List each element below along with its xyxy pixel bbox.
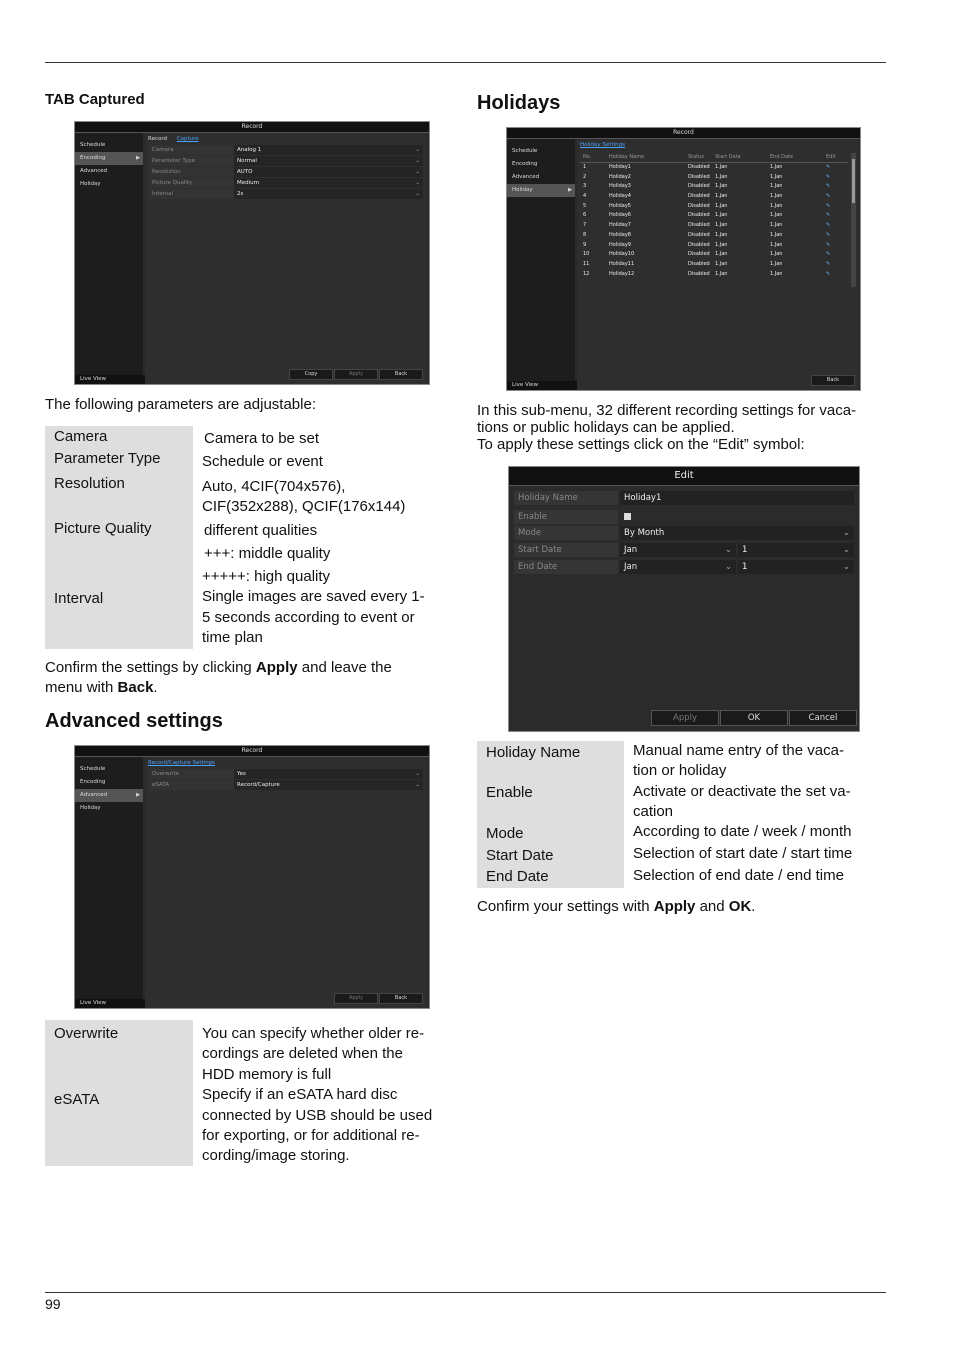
sidebar-item-holiday[interactable]: Holiday xyxy=(80,181,101,187)
table-cell: Holiday8 xyxy=(609,231,631,238)
field-start-date[interactable]: Start Date Jan ⌄ 1 ⌄ xyxy=(514,543,854,557)
param-value: +++: middle quality xyxy=(204,545,331,562)
holiday-table-body xyxy=(580,163,848,279)
field-resolution[interactable]: Resolution AUTO ⌄ xyxy=(149,167,423,177)
table-cell: 1.Jan xyxy=(770,212,783,219)
chevron-right-icon: ▶ xyxy=(568,187,572,193)
param-value: cording/image storing. xyxy=(202,1147,350,1164)
dvr-main xyxy=(145,757,427,1008)
table-cell: 1 xyxy=(583,164,587,170)
table-cell: 11 xyxy=(583,260,590,267)
sidebar-item-encoding[interactable]: Encoding xyxy=(80,779,106,785)
edit-pencil-icon[interactable]: ✎ xyxy=(826,202,831,209)
tab-record[interactable]: Record xyxy=(148,136,168,142)
dvr-title: Record xyxy=(507,128,860,139)
param-value: According to date / week / month xyxy=(633,823,852,840)
live-view-button[interactable]: Live View xyxy=(75,999,148,1008)
table-cell: Holiday11 xyxy=(609,260,635,267)
table-cell: Holiday4 xyxy=(609,193,631,200)
param-value: Selection of start date / start time xyxy=(633,845,853,862)
table-cell: Holiday12 xyxy=(609,270,635,277)
table-cell: 1.Jan xyxy=(715,222,728,229)
table-cell: Holiday5 xyxy=(609,202,631,209)
table-cell: Holiday1 xyxy=(609,164,631,170)
table-row[interactable] xyxy=(580,173,848,183)
table-cell: 1.Jan xyxy=(770,260,783,267)
sidebar-item-advanced[interactable]: Advanced xyxy=(80,168,108,174)
holiday-confirm-text: Confirm your settings with Apply and OK. xyxy=(477,898,756,915)
sidebar-item-encoding[interactable]: Encoding ▶ xyxy=(75,152,143,165)
param-key: eSATA xyxy=(54,1091,100,1108)
table-row[interactable] xyxy=(580,163,848,173)
chevron-down-icon: ⌄ xyxy=(724,545,732,555)
dvr-sidebar xyxy=(75,133,143,384)
table-cell: 1.Jan xyxy=(770,241,783,248)
table-cell: 1.Jan xyxy=(770,183,783,190)
param-value: Camera to be set xyxy=(204,430,320,447)
dvr-sidebar xyxy=(75,757,143,1008)
field-mode[interactable]: Mode By Month ⌄ xyxy=(514,526,854,540)
table-cell: 5 xyxy=(583,202,587,209)
param-key: Interval xyxy=(54,590,104,607)
holidays-heading: Holidays xyxy=(477,92,561,114)
tab-capture[interactable]: Capture xyxy=(176,136,199,142)
sidebar-item-advanced[interactable]: Advanced ▶ xyxy=(75,789,143,802)
chevron-down-icon: ⌄ xyxy=(415,180,420,186)
table-cell: Disabled xyxy=(688,260,710,267)
table-cell: Holiday6 xyxy=(609,212,631,219)
param-key: Parameter Type xyxy=(54,450,161,467)
edit-pencil-icon[interactable]: ✎ xyxy=(826,212,831,219)
chevron-down-icon: ⌄ xyxy=(415,169,420,175)
chevron-down-icon: ⌄ xyxy=(415,147,420,153)
table-cell: 1.Jan xyxy=(715,164,728,170)
sidebar-item-schedule[interactable]: Schedule xyxy=(512,148,538,154)
tab-captured-heading: TAB Captured xyxy=(45,91,145,108)
param-key: Resolution xyxy=(54,475,125,492)
table-row[interactable] xyxy=(580,250,848,260)
holiday-table-scrollbar[interactable] xyxy=(851,153,856,287)
top-rule xyxy=(45,62,886,63)
table-cell: 9 xyxy=(583,241,587,248)
table-cell: 1.Jan xyxy=(770,222,783,229)
table-cell: Disabled xyxy=(688,231,710,238)
param-value: 5 seconds according to event or xyxy=(202,609,415,626)
table-cell: Holiday2 xyxy=(609,173,631,180)
tab-record-capture-settings[interactable]: Record/Capture Settings xyxy=(148,760,216,766)
param-value: Auto, 4CIF(704x576), xyxy=(202,478,346,495)
table-cell: 7 xyxy=(583,222,587,229)
param-key: End Date xyxy=(486,868,549,885)
edit-title: Edit xyxy=(509,467,859,486)
sidebar-item-encoding[interactable]: Encoding xyxy=(512,161,538,167)
table-cell: 1.Jan xyxy=(715,270,728,277)
param-value: Selection of end date / end time xyxy=(633,867,844,884)
edit-pencil-icon[interactable]: ✎ xyxy=(826,193,831,200)
table-cell: Holiday9 xyxy=(609,241,631,248)
param-value: different qualities xyxy=(204,522,318,539)
holiday-table xyxy=(580,153,848,279)
table-cell: 1.Jan xyxy=(715,231,728,238)
back-button[interactable]: Back xyxy=(379,993,423,1004)
table-cell: 1.Jan xyxy=(770,251,783,258)
table-cell: 1.Jan xyxy=(770,193,783,200)
table-row[interactable] xyxy=(580,192,848,202)
table-cell: 1.Jan xyxy=(770,202,783,209)
table-cell: 1.Jan xyxy=(715,173,728,180)
chevron-down-icon: ⌄ xyxy=(415,191,420,197)
param-value: cation xyxy=(633,803,674,820)
chevron-down-icon: ⌄ xyxy=(415,158,420,164)
sidebar-item-schedule[interactable]: Schedule xyxy=(80,766,106,772)
field-esata[interactable]: eSATA Record/Capture ⌄ xyxy=(149,780,423,790)
field-camera[interactable]: Camera Analog 1 ⌄ xyxy=(149,145,423,155)
table-row[interactable] xyxy=(580,202,848,212)
table-cell: Disabled xyxy=(688,270,710,277)
parameter-table-holiday xyxy=(477,741,886,888)
sidebar-item-schedule[interactable]: Schedule xyxy=(80,142,106,148)
chevron-right-icon: ▶ xyxy=(136,792,140,798)
edit-pencil-icon[interactable]: ✎ xyxy=(826,183,831,190)
dvr-main xyxy=(145,133,427,384)
chevron-down-icon: ⌄ xyxy=(724,562,732,572)
param-key: Picture Quality xyxy=(54,520,152,537)
table-cell: Disabled xyxy=(688,212,710,219)
live-view-button[interactable]: Live View xyxy=(507,381,580,390)
dvr-sidebar xyxy=(507,139,575,390)
sidebar-item-advanced[interactable]: Advanced xyxy=(512,174,540,180)
edit-pencil-icon[interactable]: ✎ xyxy=(826,231,831,238)
table-cell: Disabled xyxy=(688,193,710,200)
table-cell: Disabled xyxy=(688,164,710,170)
apply-button[interactable]: Apply xyxy=(334,993,378,1004)
param-value: Manual name entry of the vaca- xyxy=(633,742,844,759)
page-number: 99 xyxy=(45,1296,61,1312)
holiday-settings-screenshot xyxy=(506,127,861,391)
edit-pencil-icon[interactable]: ✎ xyxy=(826,222,831,229)
dvr-main xyxy=(577,139,858,390)
sidebar-item-holiday[interactable]: Holiday ▶ xyxy=(507,184,575,197)
back-button[interactable]: Back xyxy=(379,369,423,380)
edit-pencil-icon[interactable]: ✎ xyxy=(826,164,831,170)
enable-checkbox[interactable] xyxy=(624,513,631,520)
param-key: Overwrite xyxy=(54,1025,119,1042)
table-cell: Holiday7 xyxy=(609,222,631,229)
table-cell: Disabled xyxy=(688,251,710,258)
sidebar-item-holiday[interactable]: Holiday xyxy=(80,805,101,811)
table-row[interactable] xyxy=(580,221,848,231)
apply-button[interactable]: Apply xyxy=(334,369,378,380)
table-row[interactable] xyxy=(580,231,848,241)
table-cell: 1.Jan xyxy=(715,212,728,219)
edit-dialog-screenshot xyxy=(508,466,860,732)
advanced-settings-heading: Advanced settings xyxy=(45,710,223,732)
table-cell: 1.Jan xyxy=(715,202,728,209)
table-row[interactable] xyxy=(580,241,848,251)
table-cell: 12 xyxy=(583,270,590,277)
param-value: time plan xyxy=(202,629,263,646)
apply-button[interactable]: Apply xyxy=(651,710,719,726)
field-parameter-type[interactable]: Parameter Type Normal ⌄ xyxy=(149,156,423,166)
field-interval[interactable]: Interval 2s ⌄ xyxy=(149,189,423,199)
param-key: Holiday Name xyxy=(486,744,581,761)
table-cell: 1.Jan xyxy=(715,251,728,258)
table-row[interactable] xyxy=(580,270,848,280)
table-cell: 10 xyxy=(583,251,590,258)
param-value: tion or holiday xyxy=(633,762,727,779)
chevron-down-icon: ⌄ xyxy=(842,562,850,572)
parameter-table-captured xyxy=(45,426,455,649)
field-enable[interactable]: Enable xyxy=(514,510,854,524)
holidays-intro: In this sub-menu, 32 different recording settings for vaca- tions or public holidays can be applied. To apply these settings click on the “Edit” symbol: xyxy=(477,402,857,453)
dvr-tabs xyxy=(145,757,427,769)
param-value: Specify if an eSATA hard disc xyxy=(202,1086,398,1103)
field-end-date[interactable]: End Date Jan ⌄ 1 ⌄ xyxy=(514,560,854,574)
edit-pencil-icon[interactable]: ✎ xyxy=(826,241,831,248)
param-key: Enable xyxy=(486,784,533,801)
field-holiday-name[interactable]: Holiday Name Holiday1 xyxy=(514,491,854,505)
dvr-tabs xyxy=(145,133,427,145)
param-value: CIF(352x288), QCIF(176x144) xyxy=(202,498,406,515)
dvr-title: Record xyxy=(75,746,429,757)
param-value: cordings are deleted when the xyxy=(202,1045,403,1062)
table-cell: 1.Jan xyxy=(715,260,728,267)
param-key: Camera xyxy=(54,428,108,445)
param-value: HDD memory is full xyxy=(202,1066,332,1083)
table-cell: Disabled xyxy=(688,222,710,229)
table-cell: Disabled xyxy=(688,241,710,248)
scrollbar-thumb[interactable] xyxy=(852,159,855,203)
table-cell: 1.Jan xyxy=(715,183,728,190)
table-cell: 1.Jan xyxy=(770,270,783,277)
edit-pencil-icon[interactable]: ✎ xyxy=(826,260,831,267)
table-cell: 1.Jan xyxy=(715,241,728,248)
copy-button[interactable]: Copy xyxy=(289,369,333,380)
confirm-text: Confirm the settings by clicking Apply and leave the menu with Back. xyxy=(45,659,392,696)
param-value: Single images are saved every 1- xyxy=(202,588,425,605)
edit-pencil-icon[interactable]: ✎ xyxy=(826,173,831,180)
holiday-name-input[interactable]: Holiday1 xyxy=(620,491,854,505)
parameter-table-advanced xyxy=(45,1020,455,1166)
dvr-tabs xyxy=(577,139,858,151)
bottom-rule xyxy=(45,1292,886,1293)
param-value: Activate or deactivate the set va- xyxy=(633,783,851,800)
param-value: You can specify whether older re- xyxy=(202,1025,425,1042)
field-picture-quality[interactable]: Picture Quality Medium ⌄ xyxy=(149,178,423,188)
field-overwrite[interactable]: Overwrite Yes ⌄ xyxy=(149,769,423,779)
param-value: +++++: high quality xyxy=(202,568,331,585)
param-value: connected by USB should be used xyxy=(202,1107,433,1124)
advanced-settings-screenshot xyxy=(74,745,430,1009)
record-capture-screenshot xyxy=(74,121,430,385)
ok-button[interactable]: OK xyxy=(720,710,788,726)
table-cell: 1.Jan xyxy=(715,193,728,200)
chevron-right-icon: ▶ xyxy=(136,155,140,161)
table-row[interactable] xyxy=(580,260,848,270)
live-view-button[interactable]: Live View xyxy=(75,375,148,384)
table-cell: Holiday3 xyxy=(609,183,631,190)
table-cell: 8 xyxy=(583,231,587,238)
table-cell: 2 xyxy=(583,173,587,180)
table-cell: 4 xyxy=(583,193,587,200)
param-key: Start Date xyxy=(486,847,554,864)
cancel-button[interactable]: Cancel xyxy=(789,710,857,726)
chevron-down-icon: ⌄ xyxy=(415,771,420,777)
table-cell: Disabled xyxy=(688,173,710,180)
table-cell: Holiday10 xyxy=(609,251,635,258)
back-button[interactable]: Back xyxy=(811,375,855,386)
chevron-down-icon: ⌄ xyxy=(842,528,850,538)
table-row[interactable] xyxy=(580,182,848,192)
table-cell: 3 xyxy=(583,183,587,190)
table-row[interactable] xyxy=(580,211,848,221)
param-value: Schedule or event xyxy=(202,453,323,470)
chevron-down-icon: ⌄ xyxy=(842,545,850,555)
table-cell: 1.Jan xyxy=(770,231,783,238)
adjustable-text: The following parameters are adjustable: xyxy=(45,396,316,413)
tab-holiday-settings[interactable]: Holiday Settings xyxy=(580,142,625,148)
edit-pencil-icon[interactable]: ✎ xyxy=(826,251,831,258)
chevron-down-icon: ⌄ xyxy=(415,782,420,788)
dvr-title: Record xyxy=(75,122,429,133)
edit-pencil-icon[interactable]: ✎ xyxy=(826,270,831,277)
table-cell: 1.Jan xyxy=(770,164,783,170)
table-cell: 6 xyxy=(583,212,587,219)
holiday-table-header: No. Holiday Name Status Start Date End Date Edit xyxy=(580,153,848,163)
table-cell: Disabled xyxy=(688,183,710,190)
param-value: for exporting, or for additional re- xyxy=(202,1127,420,1144)
param-key: Mode xyxy=(486,825,524,842)
table-cell: Disabled xyxy=(688,202,710,209)
table-cell: 1.Jan xyxy=(770,173,783,180)
